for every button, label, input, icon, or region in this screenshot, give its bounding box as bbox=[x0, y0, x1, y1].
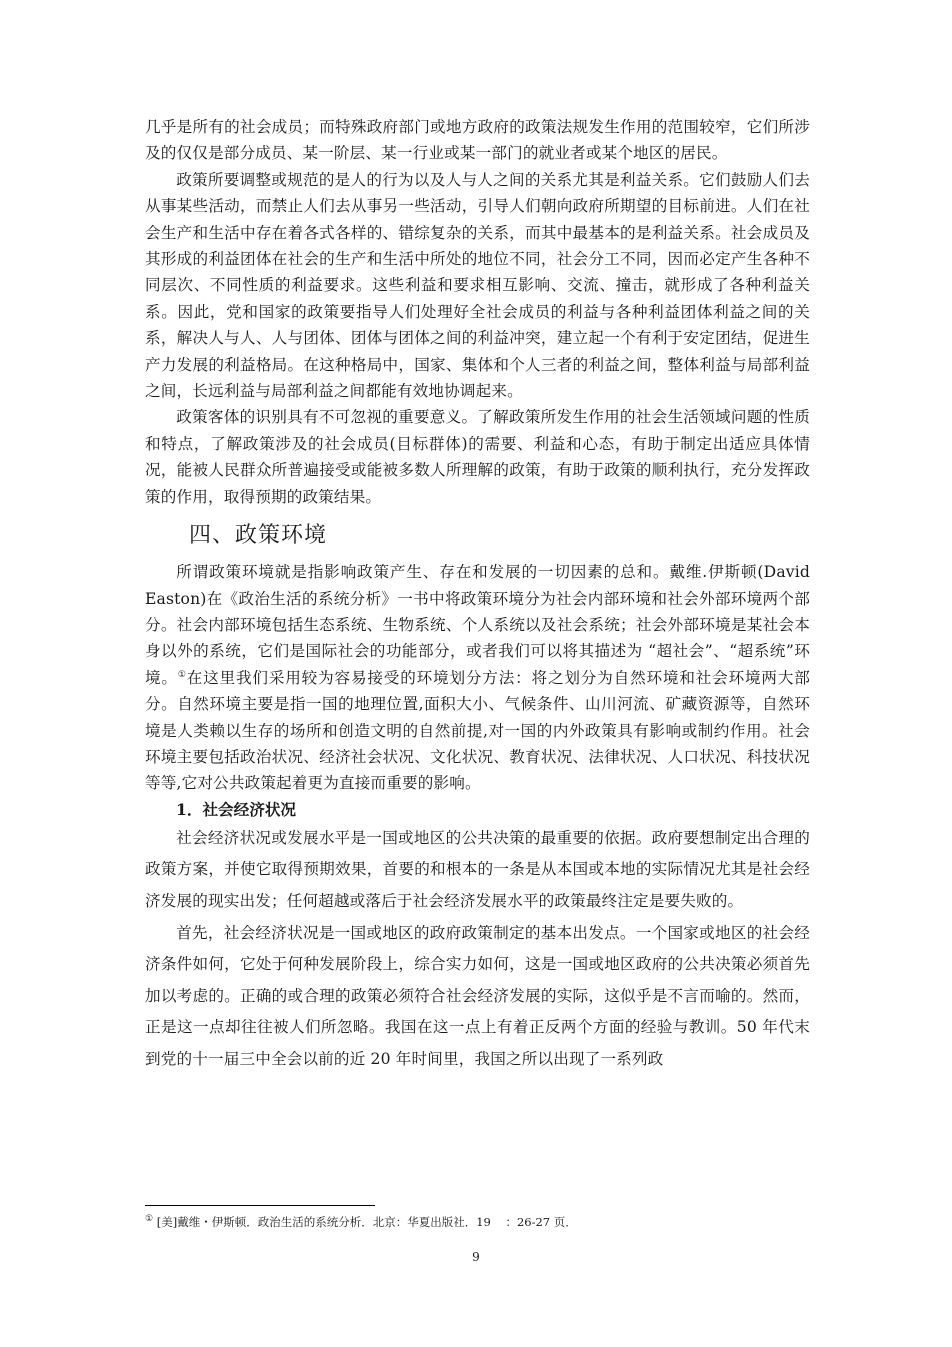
paragraph-socioeconomic: 社会经济状况或发展水平是一国或地区的公共决策的最重要的依据。政府要想制定出合理的政策方案，并使它取得预期效果，首要的和根本的一条是从本国或本地的实际情况尤其是社会经济发展的现实出发；任何超越或落后于社会经济发展水平的政策最终注定是要失败的。 bbox=[145, 828, 810, 910]
paragraph-continuation: 几乎是所有的社会成员；而特殊政府部门或地方政府的政策法规发生作用的范围较窄，它们所涉及的仅仅是部分成员、某一阶层、某一行业或某一部门的就业者或某个地区的居民。 bbox=[145, 118, 810, 163]
section-title: 四、政策环境 bbox=[189, 523, 328, 549]
paragraph-first-point: 首先，社会经济状况是一国或地区的政府政策制定的基本出发点。一个国家或地区的社会经济条件如何，它处于何种发展阶段上，综合实力如何，这是一国或地区政府的公共决策必须首先加以考虑的。正确的或合理的政策必须符合社会经济发展的实际，这似乎是不言而喻的。然而，正是这一点却往往被人们所忽略。我国在这一点上有着正反两个方面的经验与教训。50 年代末到党的十一届三中全会以前的近 20 年时间里，我国之所以出现了一系列政 bbox=[145, 923, 810, 1068]
body-text bbox=[145, 114, 810, 1076]
paragraph-interest-relations: 政策所要调整或规范的是人的行为以及人与人之间的关系尤其是利益关系。它们鼓励人们去从事某些活动，而禁止人们去从事另一些活动，引导人们朝向政府所期望的目标前进。人们在社会生产和生活中存在着各式各样的、错综复杂的关系，而其中最基本的是利益关系。社会成员及其形成的利益团体在社会的生产和生活中所处的地位不同，社会分工不同，因而必定产生各种不同层次、不同性质的利益要求。这些利益和要求相互影响、交流、撞击，就形成了各种利益关系。因此，党和国家的政策要指导人们处理好全社会成员的利益与各种利益团体利益之间的关系，解决人与人、人与团体、团体与团体之间的利益冲突，建立起一个有利于安定团结，促进生产力发展的利益格局。在这种格局中，国家、集体和个人三者的利益之间，整体利益与局部利益之间，长远利益与局部利益之间都能有效地协调起来。 bbox=[145, 170, 810, 401]
subsection-title: 1．社会经济状况 bbox=[176, 799, 297, 819]
paragraph-policy-environment bbox=[145, 559, 810, 797]
footnote bbox=[145, 1214, 810, 1230]
env-text-part2: 在这里我们采用较为容易接受的环境划分方法：将之划分为自然环境和社会环境两大部分。自然环境主要是指一国的地理位置,面积大小、气候条件、山川河流、矿藏资源等，自然环境是人类赖以生存的场所和创造文明的自然前提,对一国的内外政策具有影响或制约作用。社会环境主要包括政治状况、经济社会状况、文化状况、教育状况、法律状况、人口状况、科技状况等等,它对公共政策起着更为直接而重要的影响。 bbox=[145, 668, 811, 793]
footnote-mark: ① bbox=[145, 1214, 154, 1225]
footnote-divider bbox=[145, 1205, 375, 1206]
footnote-reference[interactable]: ① bbox=[177, 669, 187, 680]
env-text-part1: 所谓政策环境就是指影响政策产生、存在和发展的一切因素的总和。戴维.伊斯顿(David Easton)在《政治生活的系统分析》一书中将政策环境分为社会内部环境和社会外部环境两个部分。社会内部环境包括生态系统、生物系统、个人系统以及社会系统；社会外部环境是某社会本身以外的系统，它们是国际社会的功能部分，或者我们可以将其描述为 “超社会”、“超系统”环境。 bbox=[145, 563, 810, 687]
paragraph-policy-object: 政策客体的识别具有不可忽视的重要意义。了解政策所发生作用的社会生活领域问题的性质和特点，了解政策涉及的社会成员(目标群体)的需要、利益和心态，有助于制定出适应具体情况，能被人民群众所普遍接受或能被多数人所理解的政策，有助于政策的顺利执行，充分发挥政策的作用，取得预期的政策结果。 bbox=[145, 408, 810, 506]
footnote-text: [美]戴维・伊斯顿．政治生活的系统分析．北京：华夏出版社．19 ：26-27 页． bbox=[153, 1215, 577, 1229]
page-number: 9 bbox=[472, 1250, 480, 1264]
